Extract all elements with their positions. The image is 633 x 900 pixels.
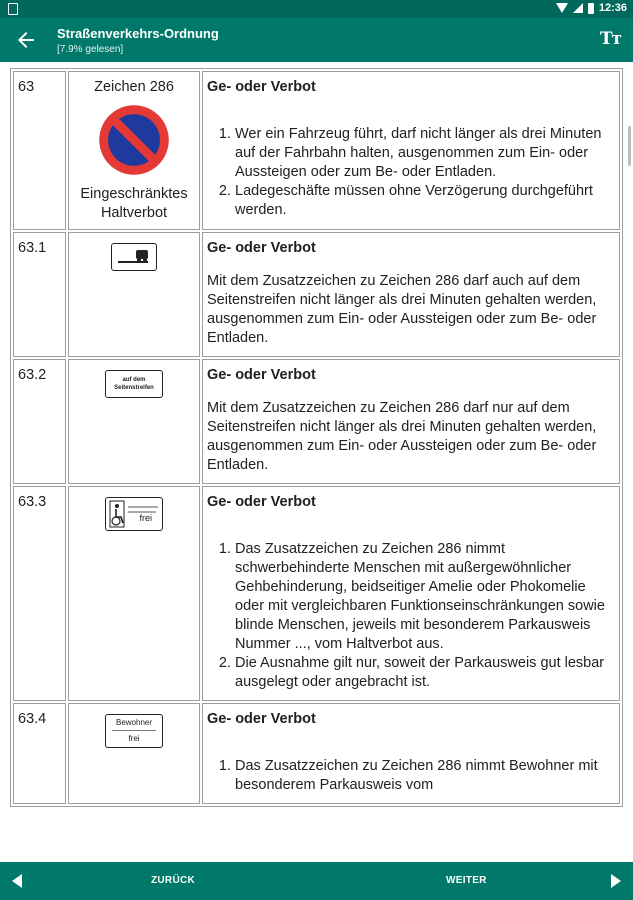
list-item: 1. Das Zusatzzeichen zu Zeichen 286 nimmt Bewohner mit besonderem Parkausweis vom [235,757,613,795]
status-bar [0,0,633,18]
wifi-icon [556,3,568,13]
rule-number: 63.4 [13,703,66,804]
rule-number: 63.3 [13,486,66,701]
reading-progress: [7.9% gelesen] [57,44,124,55]
page-title: Straßenverkehrs-Ordnung [57,26,219,41]
sign-cell [68,71,200,230]
text-size-button[interactable]: Tт [599,29,621,49]
rule-description [202,359,620,484]
list-item: 1. Wer ein Fahrzeug führt, darf nicht länger als drei Minuten auf der Fahrbahn halten, ausgenommen zum Ein- oder Aussteigen oder zum Be- oder Entladen. [235,125,613,182]
residents-plate [105,714,163,748]
rule-number: 63.2 [13,359,66,484]
plate-residents-text: Bewohner [115,718,153,727]
plate-on-shoulder: auf dem Seitenstreifen [105,370,163,398]
rule-description [202,703,620,804]
disabled-parking-plate [105,497,163,531]
table-row [13,71,620,230]
next-arrow-icon[interactable] [611,874,621,888]
rule-description [202,71,620,230]
previous-arrow-icon[interactable] [12,874,22,888]
rule-title: Ge- oder Verbot [207,367,316,383]
rule-list [207,540,613,692]
table-row [13,703,620,804]
rule-number: 63 [13,71,66,230]
rule-title: Ge- oder Verbot [207,494,316,510]
rules-table [10,68,623,807]
status-time: 12:36 [598,2,627,14]
plate-free-text: frei [139,513,152,523]
rule-title: Ge- oder Verbot [207,240,316,256]
shoulder-car-plate-icon [111,243,157,271]
rule-description [202,486,620,701]
sign-caption: Zeichen 286 [94,79,174,95]
wheelchair-icon [106,498,162,530]
rule-list [207,125,613,220]
next-button[interactable]: WEITER [446,875,487,886]
list-item: 2. Ladegeschäfte müssen ohne Verzögerung durchgeführt werden. [235,182,613,220]
table-row [13,359,620,484]
rule-text: Mit dem Zusatzzeichen zu Zeichen 286 darf auch auf dem Seitenstreifen nicht länger als drei Minuten gehalten werden, ausgenommen zum Ein- oder Aussteigen oder zum Be- oder Entladen. [207,273,597,346]
sign-cell [68,359,200,484]
bottom-bar [0,862,633,900]
sign-name: Eingeschränktes Haltverbot [80,186,188,221]
rule-number: 63.1 [13,232,66,357]
plate-divider [112,730,156,731]
plate-free-text: frei [128,734,140,743]
back-arrow-icon[interactable] [14,28,38,52]
rule-title: Ge- oder Verbot [207,79,316,95]
notification-icon [8,3,18,15]
rule-description [202,232,620,357]
app-bar [0,18,633,62]
content-area[interactable] [0,62,633,862]
list-item: 2. Die Ausnahme gilt nur, soweit der Parkausweis gut lesbar ausgelegt oder angebracht ist. [235,654,613,692]
restricted-stopping-sign-icon [97,103,171,177]
rule-title: Ge- oder Verbot [207,711,316,727]
scrollbar[interactable] [628,126,631,166]
sign-cell [68,703,200,804]
battery-icon [588,3,594,14]
list-item: 1. Das Zusatzzeichen zu Zeichen 286 nimmt schwerbehinderte Menschen mit außergewöhnlicher Gehbehinderung, beidseitiger Amelie oder Phokomelie oder mit vergleichbaren Funktionseinschränkungen sowie blinde Menschen, jeweils mit besonderem Parkausweis Nummer ..., vom Haltverbot aus. [235,540,613,654]
sign-cell [68,232,200,357]
signal-icon [573,3,583,13]
sign-cell [68,486,200,701]
back-button[interactable]: ZURÜCK [151,875,196,886]
rule-text: Mit dem Zusatzzeichen zu Zeichen 286 darf nur auf dem Seitenstreifen nicht länger als drei Minuten gehalten werden, ausgenommen zum Ein- oder Aussteigen oder zum Be- oder Entladen. [207,400,597,473]
table-row [13,232,620,357]
rule-list [207,757,613,795]
table-row [13,486,620,701]
